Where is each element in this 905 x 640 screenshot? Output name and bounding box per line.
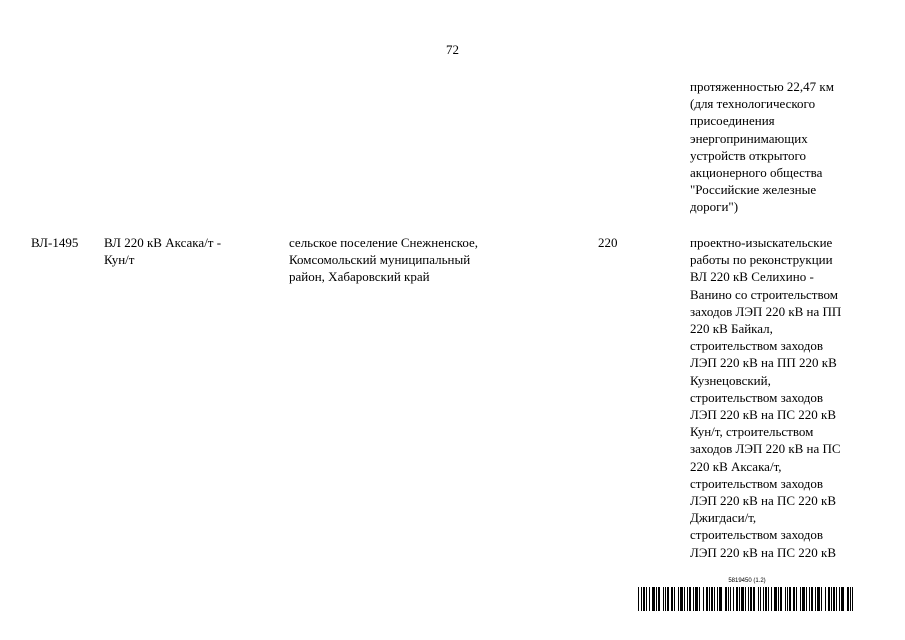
object-location: сельское поселение Снежненское, Комсомольский муниципальный район, Хабаровский край xyxy=(289,235,479,285)
barcode-caption: 5819450 (1.2) xyxy=(728,578,766,584)
barcode xyxy=(637,578,857,614)
object-name: ВЛ 220 кВ Аксака/т - Кун/т xyxy=(104,235,222,268)
object-purpose: проектно-изыскательские работы по реконструкции ВЛ 220 кВ Селихино - Ванино со строительством заходов ЛЭП 220 кВ на ПП 220 кВ Байкал, строительством заходов ЛЭП 220 кВ на ПП 220 кВ Кузнецовский, строительством заходов ЛЭП 220 кВ на ПС 220 кВ Кун/т, строительством заходов ЛЭП 220 кВ на ПС 220 кВ Аксака/т, строительством заходов ЛЭП 220 кВ на ПС 220 кВ Джигдаси/т, строительством заходов ЛЭП 220 кВ на ПС 220 кВ xyxy=(690,235,842,560)
object-voltage: 220 xyxy=(598,235,618,250)
barcode-bars xyxy=(637,587,857,611)
object-code: ВЛ-1495 xyxy=(31,235,79,250)
page-number: 72 xyxy=(446,42,459,57)
continued-purpose-text: протяженностью 22,47 км (для технологического присоединения энергопринимающих устройств открытого акционерного общества "Российские железные дороги") xyxy=(690,79,834,215)
